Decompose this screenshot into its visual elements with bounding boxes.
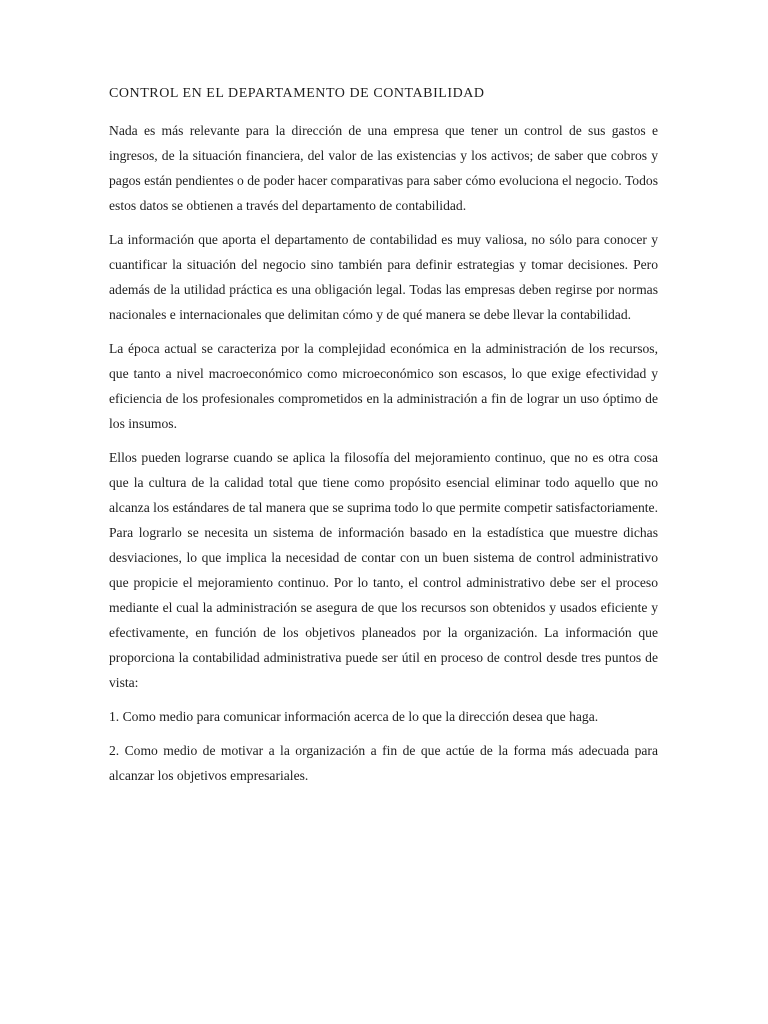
paragraph-intro: Nada es más relevante para la dirección de una empresa que tener un control de sus gastos e ingresos, de la situación financiera, del valor de las existencias y los activos; de saber que cobros y pagos están pendientes o de poder hacer comparativas para saber cómo evoluciona el negocio. Todos estos datos se obtienen a través del departamento de contabilidad. xyxy=(109,123,658,213)
list-item-1: 1. Como medio para comunicar información acerca de lo que la dirección desea que haga. xyxy=(109,709,599,724)
paragraph-current-era: La época actual se caracteriza por la complejidad económica en la administración de los recursos, que tanto a nivel macroeconómico como microeconómico son escasos, lo que exige efectividad y eficiencia de los profesionales comprometidos en la administración a fin de lograr un uso óptimo de los insumos. xyxy=(109,341,658,431)
document-page xyxy=(109,84,658,797)
list-item-2: 2. Como medio de motivar a la organización a fin de que actúe de la forma más adecuada para alcanzar los objetivos empresariales. xyxy=(109,743,658,783)
document-title: CONTROL EN EL DEPARTAMENTO DE CONTABILIDAD xyxy=(109,86,485,101)
paragraph-continuous-improvement: Ellos pueden lograrse cuando se aplica la filosofía del mejoramiento continuo, que no es otra cosa que la cultura de la calidad total que tiene como propósito esencial eliminar todo aquello que no alcanza los estándares de tal manera que se suprima todo lo que permite competir satisfactoriamente. Para lograrlo se necesita un sistema de información basado en la estadística que muestre dichas desviaciones, lo que implica la necesidad de contar con un buen sistema de control administrativo que propicie el mejoramiento continuo. Por lo tanto, el control administrativo debe ser el proceso mediante el cual la administración se asegura de que los recursos son obtenidos y usados eficiente y efectivamente, en función de los objetivos planeados por la organización. La información que proporciona la contabilidad administrativa puede ser útil en proceso de control desde tres puntos de vista: xyxy=(109,450,658,690)
paragraph-information-value: La información que aporta el departamento de contabilidad es muy valiosa, no sólo para conocer y cuantificar la situación del negocio sino también para definir estrategias y tomar decisiones. Pero además de la utilidad práctica es una obligación legal. Todas las empresas deben regirse por normas nacionales e internacionales que delimitan cómo y de qué manera se debe llevar la contabilidad. xyxy=(109,232,658,322)
